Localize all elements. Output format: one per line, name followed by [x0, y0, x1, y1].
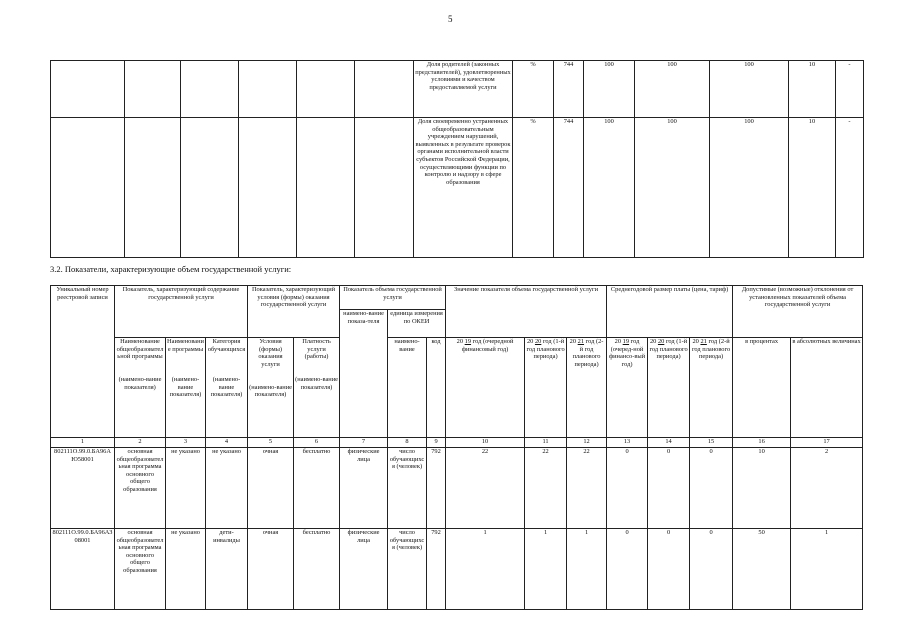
- section-heading: 3.2. Показатели, характеризующие объем государственной услуги:: [50, 264, 292, 274]
- indicator-cell: физические лица: [340, 448, 388, 529]
- code-cell: 744: [554, 61, 584, 118]
- header-fee-2019: 20 19 год (очеред-ной финансо-вый год): [607, 338, 648, 438]
- column-number: 16: [733, 438, 791, 448]
- column-number-row: [51, 438, 863, 448]
- tolerance-pct: 10: [733, 448, 791, 529]
- column-number: 8: [388, 438, 427, 448]
- column-number: 13: [607, 438, 648, 448]
- tolerance-abs: -: [836, 118, 864, 258]
- column-number: 3: [166, 438, 206, 448]
- column-number: 10: [446, 438, 525, 448]
- table-row: [51, 448, 863, 529]
- value-2020: 1: [525, 529, 567, 610]
- value-2020: 100: [635, 61, 710, 118]
- conditions-cell: очная: [248, 448, 294, 529]
- fee-2019: 0: [607, 448, 648, 529]
- header-year-2019: 20 19 год (очередной финансовый год): [446, 338, 525, 438]
- column-number: 15: [690, 438, 733, 448]
- column-number: 11: [525, 438, 567, 448]
- registry-number: 802111О.99.0.БА96АЮ58001: [51, 448, 115, 529]
- table-row: [51, 118, 864, 258]
- column-number: 12: [567, 438, 607, 448]
- indicator-cell: физические лица: [340, 529, 388, 610]
- category-cell: дети-инвалиды: [206, 529, 248, 610]
- program-cell: основная общеобразовательная программа основного общего образования: [115, 529, 166, 610]
- indicator-name: Доля своевременно устраненных общеобразовательным учреждением нарушений, выявленных в результате проверок органами исполнительной власти субъектов Российской Федерации, осуществляющими функции по контролю и надзору в сфере образования: [414, 118, 513, 258]
- header-conditions: Показатель, характеризующий условия (формы) оказания государственной услуги: [248, 286, 340, 338]
- unit-code-cell: 792: [427, 529, 446, 610]
- header-year-2020: 20 20 год (1-й год планового периода): [525, 338, 567, 438]
- value-2021: 1: [567, 529, 607, 610]
- code-cell: 744: [554, 118, 584, 258]
- unit-code-cell: 792: [427, 448, 446, 529]
- fee-2020: 0: [648, 529, 690, 610]
- column-number: 7: [340, 438, 388, 448]
- value-2020: 100: [635, 118, 710, 258]
- header-fee-2020: 20 20 год (1-й год планового периода): [648, 338, 690, 438]
- header-indicator-name: наимено-вание показа-теля: [340, 310, 388, 438]
- tolerance-pct: 50: [733, 529, 791, 610]
- value-2021: 100: [710, 61, 789, 118]
- header-tolerance-abs: в абсолютных величинах: [791, 338, 863, 438]
- tolerance-abs: 2: [791, 448, 863, 529]
- header-program: Наименование общеобразовательной программы (наимено-вание показателя): [115, 338, 166, 438]
- column-number: 17: [791, 438, 863, 448]
- header-fee: Среднегодовой размер платы (цена, тариф): [607, 286, 733, 310]
- payment-cell: бесплатно: [294, 448, 340, 529]
- volume-indicators-table: [50, 285, 863, 610]
- programs-cell: не указано: [166, 529, 206, 610]
- tolerance-abs: -: [836, 61, 864, 118]
- header-unit: единица измерения по ОКЕИ: [388, 310, 446, 338]
- value-2019: 100: [584, 118, 635, 258]
- unit-name-cell: число обучающихся (человек): [388, 529, 427, 610]
- column-number: 2: [115, 438, 166, 448]
- header-tolerance-pct: в процентах: [733, 338, 791, 438]
- column-number: 14: [648, 438, 690, 448]
- programs-cell: не указано: [166, 448, 206, 529]
- fee-2021: 0: [690, 448, 733, 529]
- payment-cell: бесплатно: [294, 529, 340, 610]
- fee-2020: 0: [648, 448, 690, 529]
- header-payment: Платность услуги (работы) (наимено-вание показателя): [294, 338, 340, 438]
- tolerance-pct: 10: [789, 118, 836, 258]
- column-number: 9: [427, 438, 446, 448]
- header-year-2021: 20 21 год (2-й год планового периода): [567, 338, 607, 438]
- column-number: 1: [51, 438, 115, 448]
- header-service-conditions: Условия (формы) оказания услуги (наимено-вание показателя): [248, 338, 294, 438]
- header-category: Категория обучающихся (наимено-вание показателя): [206, 338, 248, 438]
- column-number: 4: [206, 438, 248, 448]
- unit-name-cell: число обучающихся (человек): [388, 448, 427, 529]
- table-row: [51, 529, 863, 610]
- value-2019: 22: [446, 448, 525, 529]
- table-header-row: [51, 338, 863, 354]
- header-tolerance: Допустимые (возможные) отклонения от установленных показателей объема государственной услуги: [733, 286, 863, 338]
- header-unit-name: наимено-вание: [388, 338, 427, 438]
- header-programs: Наименование программы (наимено-вание показателя): [166, 338, 206, 438]
- header-content: Показатель, характеризующий содержание государственной услуги: [115, 286, 248, 310]
- page-number: 5: [448, 14, 453, 24]
- header-fee-2021: 20 21 год (2-й год планового периода): [690, 338, 733, 438]
- tolerance-pct: 10: [789, 61, 836, 118]
- header-indicator: Показатель объема государственной услуги: [340, 286, 446, 310]
- indicator-name: Доля родителей (законных представителей), удовлетворенных условиями и качеством предоставляемой услуги: [414, 61, 513, 118]
- header-value: Значение показателя объема государственной услуги: [446, 286, 607, 338]
- quality-indicators-table: [50, 60, 864, 258]
- fee-2021: 0: [690, 529, 733, 610]
- table-header-row: [51, 286, 863, 310]
- header-registry: Уникальный номер реестровой записи: [51, 286, 115, 438]
- category-cell: не указано: [206, 448, 248, 529]
- value-2021: 22: [567, 448, 607, 529]
- column-number: 5: [248, 438, 294, 448]
- program-cell: основная общеобразовательная программа основного общего образования: [115, 448, 166, 529]
- fee-2019: 0: [607, 529, 648, 610]
- value-2019: 100: [584, 61, 635, 118]
- unit-cell: %: [513, 118, 554, 258]
- table-row: [51, 61, 864, 118]
- value-2019: 1: [446, 529, 525, 610]
- unit-cell: %: [513, 61, 554, 118]
- conditions-cell: очная: [248, 529, 294, 610]
- header-unit-code: код: [427, 338, 446, 438]
- value-2021: 100: [710, 118, 789, 258]
- registry-number: 802111О.99.0.БА96АЗ08001: [51, 529, 115, 610]
- tolerance-abs: 1: [791, 529, 863, 610]
- value-2020: 22: [525, 448, 567, 529]
- column-number: 6: [294, 438, 340, 448]
